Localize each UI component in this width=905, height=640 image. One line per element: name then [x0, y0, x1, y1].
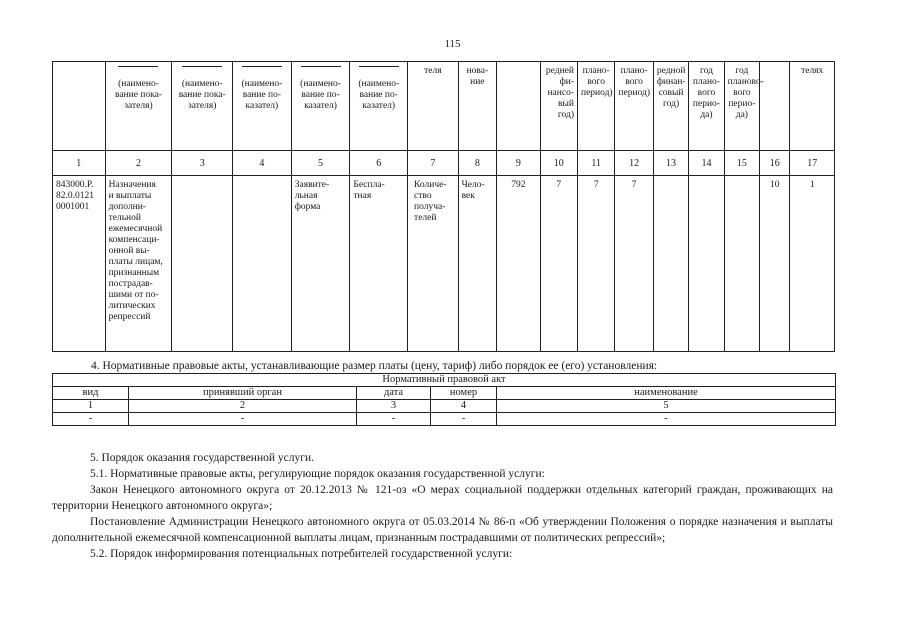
column-number: 8 [458, 151, 496, 176]
value-cell: 7 [540, 176, 577, 352]
column-number: 13 [653, 151, 688, 176]
table-row [53, 413, 836, 426]
table-cell: - [357, 413, 431, 426]
column-number: 9 [497, 151, 541, 176]
header-cell [497, 62, 541, 151]
header-cell: теля [408, 62, 459, 151]
column-number: 1 [53, 400, 129, 413]
value-cell: 7 [577, 176, 614, 352]
legal-acts-table [52, 373, 836, 426]
header-cell: редной финан- совый год) [653, 62, 688, 151]
decree-paragraph: Постановление Администрации Ненецкого автономного округа от 05.03.2014 № 86-п «Об утверждении Положения о порядке назначения и выплаты дополнительной ежемесячной компенсационной выплаты лицам, признанным пострадавшими от политических репрессий»; [52, 516, 833, 544]
header-cell: плано- вого период) [615, 62, 653, 151]
page-number: 115 [444, 38, 461, 50]
column-number: 11 [577, 151, 614, 176]
table-group-header-row [53, 374, 836, 387]
section-4-title: 4. Нормативные правовые акты, устанавливающие размер платы (цену, тариф) либо порядок ее (его) установления: [91, 360, 658, 372]
service-condition: Заявите- льная форма [291, 176, 350, 352]
value-cell [689, 176, 724, 352]
column-header: наименование [497, 387, 836, 400]
header-cell: плано- вого период) [577, 62, 614, 151]
table-header-row [53, 62, 835, 151]
table-cell [172, 176, 233, 352]
column-number: 14 [689, 151, 724, 176]
column-number: 17 [790, 151, 835, 176]
blank-line [242, 66, 282, 77]
table-cell: - [431, 413, 497, 426]
column-number: 6 [350, 151, 408, 176]
column-number: 12 [615, 151, 653, 176]
header-cell: (наимено- вание по- казател) [291, 62, 350, 151]
column-number: 7 [408, 151, 459, 176]
column-number: 3 [357, 400, 431, 413]
payment-type: Беспла- тная [350, 176, 408, 352]
column-number: 16 [760, 151, 790, 176]
unit-name: Чело- век [458, 176, 496, 352]
header-cell [760, 62, 790, 151]
column-header: дата [357, 387, 431, 400]
header-cell: год планово- вого перио- да) [724, 62, 759, 151]
column-number: 1 [53, 151, 106, 176]
section-5-2-title: 5.2. Порядок информирования потенциальных потребителей государственной услуги: [90, 548, 513, 560]
column-header: принявший орган [129, 387, 357, 400]
registry-code: 843000.Р. 82.0.0121 0001001 [53, 176, 106, 352]
column-number: 4 [431, 400, 497, 413]
column-number: 15 [724, 151, 759, 176]
header-cell: (наимено- вание пока- зателя) [172, 62, 233, 151]
column-numbers-row [53, 400, 836, 413]
section-5-title: 5. Порядок оказания государственной услуги. [90, 452, 314, 464]
column-number: 5 [497, 400, 836, 413]
value-cell [653, 176, 688, 352]
table-cell: - [497, 413, 836, 426]
column-number: 10 [540, 151, 577, 176]
section-5-1-title: 5.1. Нормативные правовые акты, регулирующие порядок оказания государственной услуги: [90, 468, 545, 480]
blank-line [182, 66, 222, 77]
header-cell: редней фи- нансо- вый год) [540, 62, 577, 151]
table-cell [233, 176, 292, 352]
blank-line [359, 66, 399, 77]
column-header: вид [53, 387, 129, 400]
okei-code: 792 [497, 176, 541, 352]
table-cell: - [53, 413, 129, 426]
table-row [53, 176, 835, 352]
header-cell: (наимено- вание по- казател) [350, 62, 408, 151]
column-number: 4 [233, 151, 292, 176]
blank-line [118, 66, 158, 77]
column-numbers-row [53, 151, 835, 176]
blank-line [301, 66, 341, 77]
header-cell: нова- ние [458, 62, 496, 151]
table-cell: - [129, 413, 357, 426]
header-cell [53, 62, 106, 151]
group-header: Нормативный правовой акт [53, 374, 836, 387]
column-header: номер [431, 387, 497, 400]
value-cell: 7 [615, 176, 653, 352]
column-number: 5 [291, 151, 350, 176]
table-header-row [53, 387, 836, 400]
value-cell: 10 [760, 176, 790, 352]
value-cell [724, 176, 759, 352]
law-paragraph: Закон Ненецкого автономного округа от 20.12.2013 № 121-оз «О мерах социальной поддержки отдельных категорий граждан, проживающих на территории Ненецкого автономного округа»; [52, 484, 833, 512]
header-cell: телях [790, 62, 835, 151]
service-indicators-table [52, 61, 835, 352]
header-cell: (наимено- вание по- казател) [233, 62, 292, 151]
column-number: 3 [172, 151, 233, 176]
service-content: Назначения и выплаты дополни- тельной ежемесячной компенсаци- онной вы- платы лицам, признанным пострадав- шими от по- литических репрессий [105, 176, 172, 352]
header-cell: год плано- вого перио- да) [689, 62, 724, 151]
column-number: 2 [105, 151, 172, 176]
indicator-name: Количе- ство получа- телей [408, 176, 459, 352]
value-cell: 1 [790, 176, 835, 352]
column-number: 2 [129, 400, 357, 413]
header-cell: (наимено- вание пока- зателя) [105, 62, 172, 151]
